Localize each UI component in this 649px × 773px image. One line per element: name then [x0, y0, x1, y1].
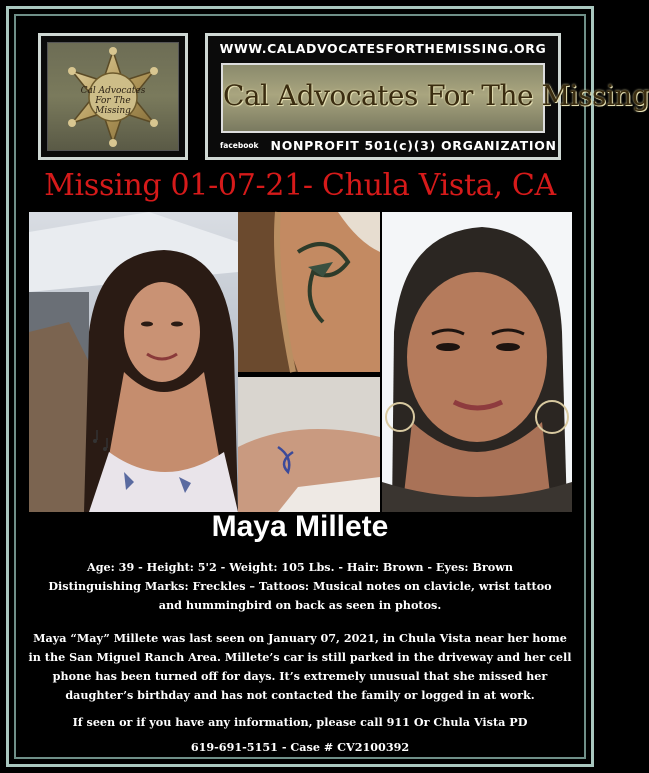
person-name: Maya Millete [211, 510, 389, 543]
missing-headline: Missing 01-07-21- Chula Vista, CA [44, 168, 556, 203]
badge-text [48, 86, 178, 116]
description-line: daughter’s birthday and has not contacted the family or logged in at work. [65, 688, 535, 702]
photo-tattoo-wrist [238, 377, 380, 512]
physical-description: Age: 39 - Height: 5'2 - Weight: 105 Lbs. - Hair: Brown - Eyes: Brown [87, 560, 513, 574]
description-line: in the San Miguel Ranch Area. Millete’s car is still parked in the driveway and her cell [28, 650, 572, 664]
website-link[interactable]: WWW.CALADVOCATESFORTHEMISSING.ORG [219, 41, 547, 56]
badge-logo-box [38, 33, 188, 160]
description-line: phone has been turned off for days. It’s extremely unusual that she missed her [52, 669, 548, 683]
badge-text-line: For The [95, 96, 131, 106]
photo-portrait-left [29, 212, 238, 512]
badge-text-line: Cal Advocates [80, 86, 146, 96]
photo-portrait-right [382, 212, 572, 512]
badge-logo-background [47, 42, 179, 151]
badge-text-line: Missing [95, 106, 131, 116]
facebook-label[interactable]: facebook [220, 140, 259, 150]
nonprofit-label: NONPROFIT 501(c)(3) ORGANIZATION [270, 137, 557, 153]
contact-instructions: If seen or if you have any information, please call 911 Or Chula Vista PD [72, 715, 528, 729]
organization-title: Cal Advocates For The Missing [223, 79, 649, 112]
distinguishing-marks-line1: Distinguishing Marks: Freckles – Tattoos: Musical notes on clavicle, wrist tattoo [48, 579, 552, 593]
banner-title-box [221, 63, 649, 133]
photo-tattoo-back [238, 212, 380, 372]
banner-footer [220, 137, 557, 153]
distinguishing-marks-line2: and hummingbird on back as seen in photos. [158, 598, 442, 612]
organization-banner [205, 33, 649, 160]
description-line: Maya “May” Millete was last seen on January 07, 2021, in Chula Vista near her home [33, 631, 567, 645]
contact-phone-case: 619-691-5151 - Case # CV2100392 [190, 740, 410, 754]
